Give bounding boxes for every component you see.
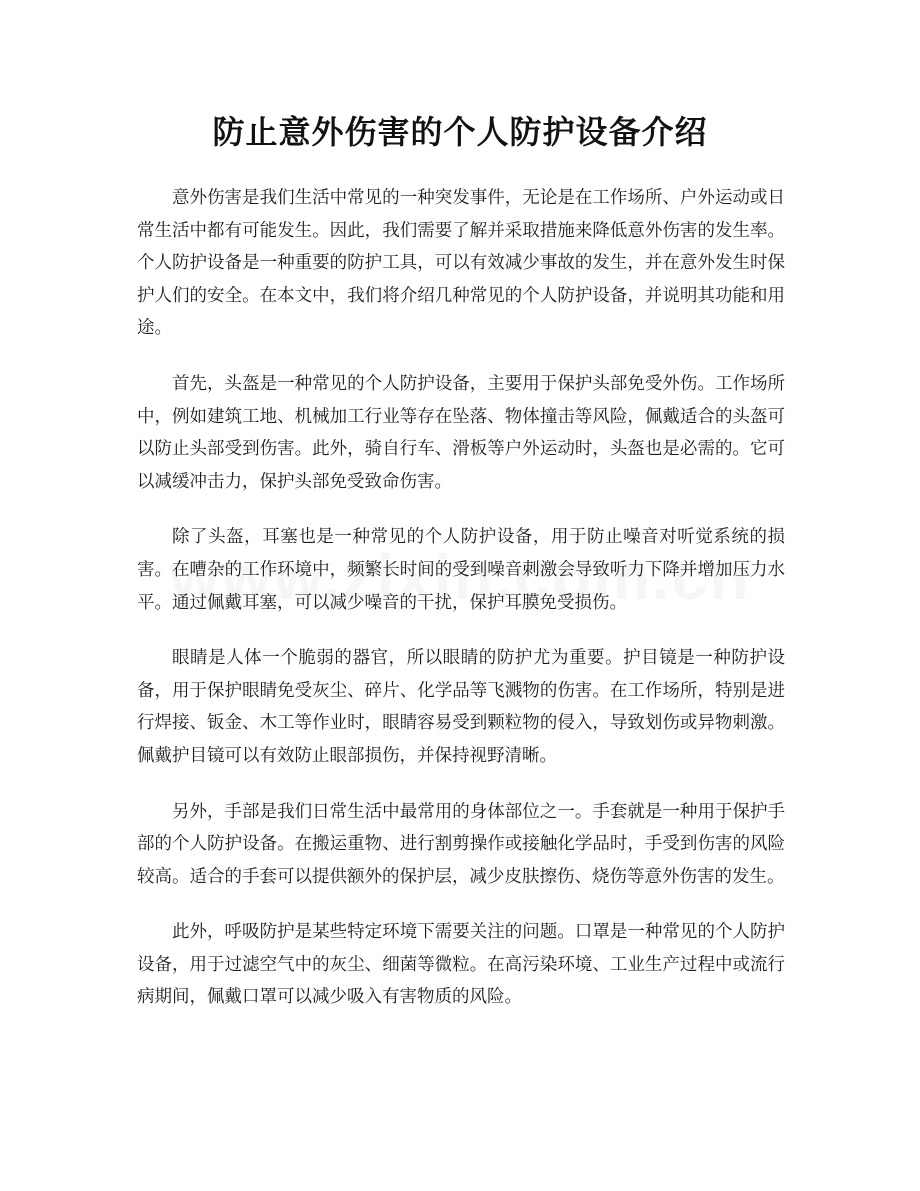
paragraph-goggles: 眼睛是人体一个脆弱的器官，所以眼睛的防护尤为重要。护目镜是一种防护设备，用于保护眼睛免受灰尘、碎片、化学品等飞溅物的伤害。在工作场所，特别是进行焊接、钣金、木工等作业时，眼睛容易受到颗粒物的侵入，导致划伤或异物刺激。佩戴护目镜可以有效防止眼部损伤，并保持视野清晰。 — [137, 648, 785, 766]
document-title: 防止意外伤害的个人防护设备介绍 — [212, 113, 708, 151]
paragraph-gloves: 另外，手部是我们日常生活中最常用的身体部位之一。手套就是一种用于保护手部的个人防护设备。在搬运重物、进行割剪操作或接触化学品时，手受到伤害的风险较高。适合的手套可以提供额外的保护层，减少皮肤擦伤、烧伤等意外伤害的发生。 — [137, 801, 785, 887]
paragraph-helmet: 首先，头盔是一种常见的个人防护设备，主要用于保护头部免受外伤。工作场所中，例如建筑工地、机械加工行业等存在坠落、物体撞击等风险，佩戴适合的头盔可以防止头部受到伤害。此外，骑自行车、滑板等户外运动时，头盔也是必需的。它可以减缓冲击力，保护头部免受致命伤害。 — [137, 373, 785, 492]
document-body — [137, 182, 785, 1037]
paragraph-intro: 意外伤害是我们生活中常见的一种突发事件，无论是在工作场所、户外运动或日常生活中都有可能发生。因此，我们需要了解并采取措施来降低意外伤害的发生率。个人防护设备是一种重要的防护工具，可以有效减少事故的发生，并在意外发生时保护人们的安全。在本文中，我们将介绍几种常见的个人防护设备，并说明其功能和用途。 — [137, 188, 785, 339]
paragraph-mask: 此外，呼吸防护是某些特定环境下需要关注的问题。口罩是一种常见的个人防护设备，用于过滤空气中的灰尘、细菌等微粒。在高污染环境、工业生产过程中或流行病期间，佩戴口罩可以减少吸入有害物质的风险。 — [137, 922, 785, 1008]
paragraph-earplugs: 除了头盔，耳塞也是一种常见的个人防护设备，用于防止噪音对听觉系统的损害。在嘈杂的工作环境中，频繁长时间的受到噪音刺激会导致听力下降并增加压力水平。通过佩戴耳塞，可以减少噪音的干扰，保护耳膜免受损伤。 — [137, 527, 785, 613]
